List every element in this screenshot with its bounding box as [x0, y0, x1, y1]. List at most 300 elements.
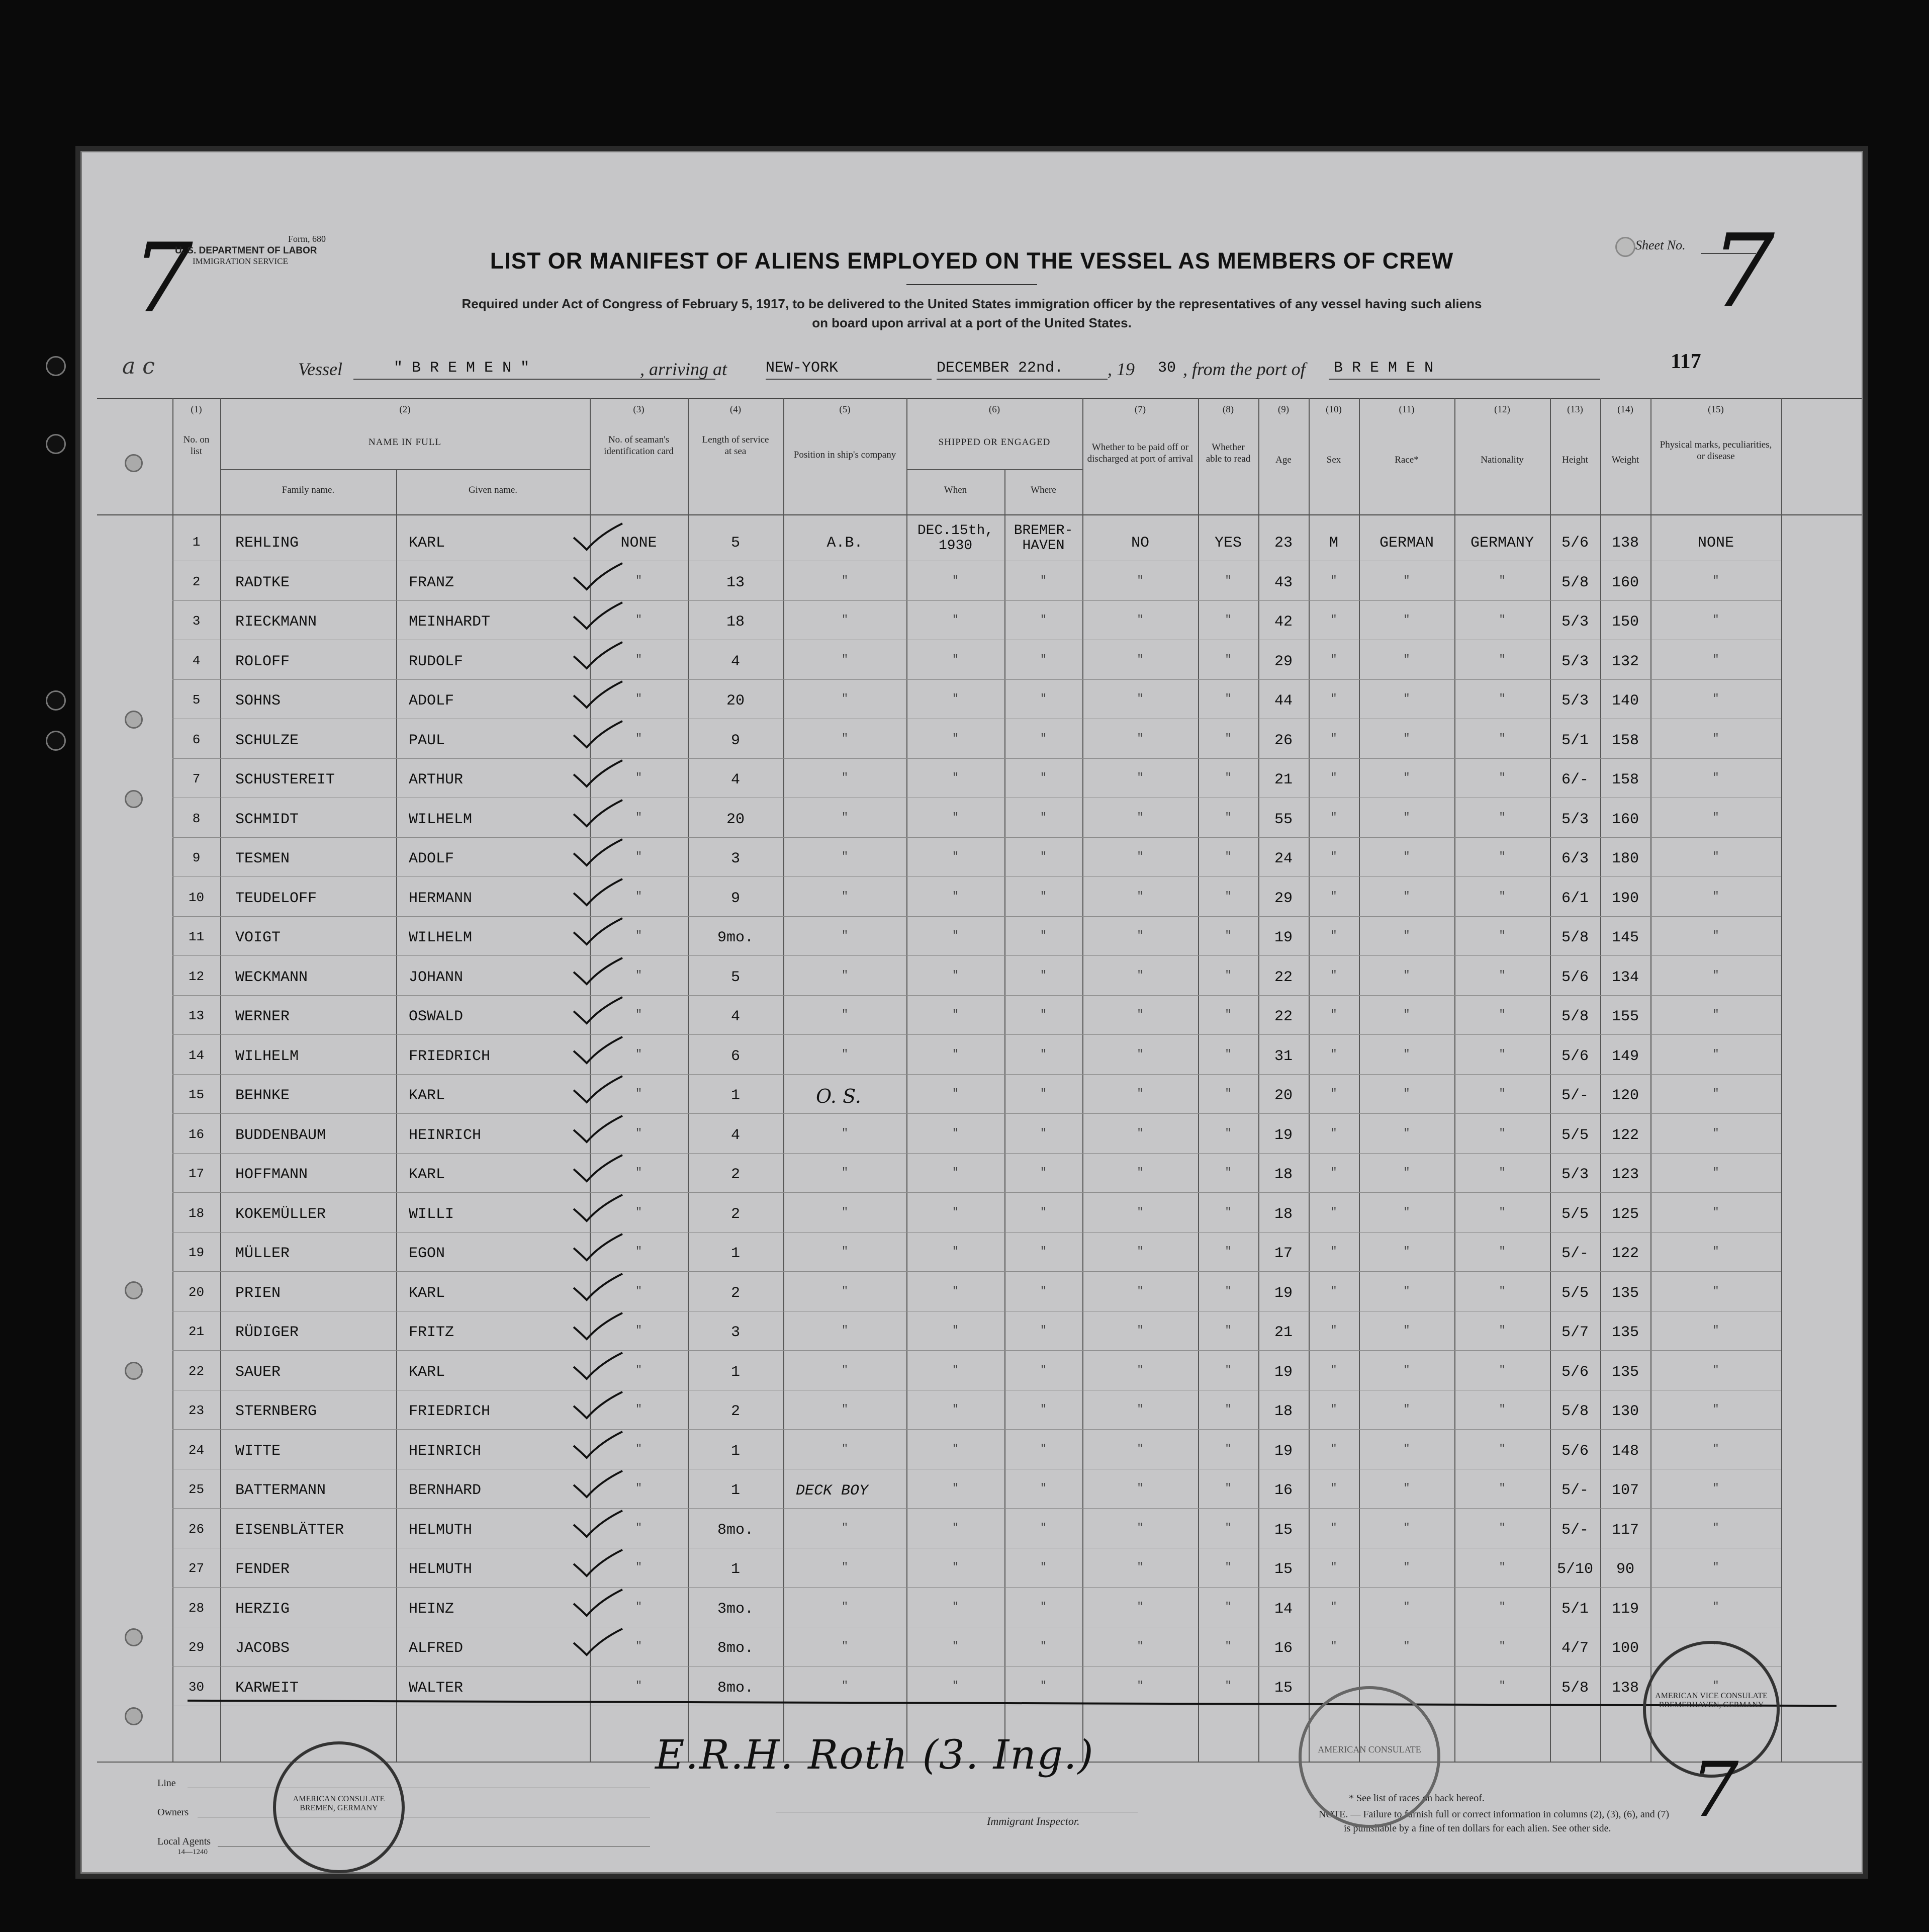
ditto-mark: "	[1040, 1127, 1047, 1139]
ditto-mark: "	[1712, 653, 1719, 666]
weight: 119	[1611, 1601, 1639, 1618]
weight: 145	[1611, 929, 1639, 946]
ditto-mark: "	[952, 929, 959, 942]
col-divider	[1550, 398, 1551, 1762]
ditto-mark: "	[1499, 1680, 1506, 1692]
given-name: FRANZ	[409, 574, 454, 591]
ditto-mark: "	[1137, 1403, 1144, 1416]
ditto-mark: "	[1137, 1364, 1144, 1376]
punch-ring	[125, 1707, 143, 1725]
age: 17	[1274, 1245, 1293, 1262]
shipped-subheader-rule	[906, 469, 1082, 470]
family-name: KARWEIT	[235, 1680, 299, 1697]
ditto-mark: "	[1403, 969, 1410, 982]
ditto-mark: "	[841, 613, 849, 626]
physical-value: NONE	[1697, 535, 1734, 552]
manifest-sheet	[80, 151, 1863, 1874]
ditto-mark: "	[1712, 850, 1719, 863]
vessel-label: Vessel	[298, 359, 342, 379]
col-divider	[1082, 398, 1083, 1762]
ditto-mark: "	[1137, 850, 1144, 863]
given-name: KARL	[409, 1285, 445, 1302]
given-name: JOHANN	[409, 969, 464, 986]
ditto-mark: "	[841, 1245, 849, 1258]
col-title-sex: Sex	[1326, 455, 1341, 465]
ditto-mark: "	[635, 1403, 642, 1416]
col-title-shipped: SHIPPED OR ENGAGED	[938, 437, 1051, 448]
height: 5/3	[1561, 811, 1589, 828]
col-num-12: (12)	[1494, 404, 1510, 415]
from-port: B R E M E N	[1334, 360, 1434, 377]
col-divider	[1600, 398, 1601, 1762]
ditto-mark: "	[1712, 1048, 1719, 1061]
col-num-10: (10)	[1326, 404, 1342, 415]
age: 19	[1274, 1443, 1293, 1460]
row-rule	[172, 600, 1781, 601]
check-mark	[570, 914, 625, 949]
weight: 125	[1611, 1206, 1639, 1223]
inspector-label: Immigrant Inspector.	[987, 1815, 1080, 1827]
ditto-mark: "	[1499, 574, 1506, 587]
ditto-mark: "	[1225, 574, 1232, 587]
service-length: 13	[726, 574, 745, 591]
ditto-mark: "	[1499, 1522, 1506, 1534]
family-name: EISENBLÄTTER	[235, 1522, 344, 1539]
ditto-mark: "	[1403, 929, 1410, 942]
sheet-label: Sheet No.	[1635, 238, 1686, 252]
owners-label: Owners	[157, 1807, 189, 1818]
check-mark	[570, 1230, 625, 1265]
service-length: 1	[730, 1561, 740, 1578]
col-divider	[172, 398, 173, 1762]
check-mark	[570, 875, 625, 910]
consulate-stamp-faint: AMERICAN CONSULATE	[1299, 1686, 1440, 1828]
weight: 138	[1611, 1680, 1639, 1697]
ditto-mark: "	[841, 890, 849, 903]
ditto-mark: "	[1040, 653, 1047, 666]
ditto-mark: "	[1712, 1561, 1719, 1573]
col-title-nationality: Nationality	[1481, 455, 1524, 465]
age: 19	[1274, 1285, 1293, 1302]
height: 5/3	[1561, 653, 1589, 670]
ditto-mark: "	[952, 1048, 959, 1061]
weight: 122	[1611, 1245, 1639, 1262]
ditto-mark: "	[1499, 1640, 1506, 1652]
punch-ring	[125, 1362, 143, 1380]
ditto-mark: "	[952, 1443, 959, 1455]
ditto-mark: "	[1330, 1245, 1337, 1258]
family-name: RIECKMANN	[235, 613, 317, 631]
family-name: SOHNS	[235, 692, 281, 710]
consulate-stamp-bremen: AMERICAN CONSULATE BREMEN, GERMANY	[273, 1741, 405, 1873]
ditto-mark: "	[1712, 811, 1719, 824]
given-name: HELMUTH	[409, 1561, 473, 1578]
ditto-mark: "	[841, 929, 849, 942]
age: 21	[1274, 771, 1293, 788]
ditto-mark: "	[1040, 1285, 1047, 1297]
row-number: 20	[188, 1285, 205, 1300]
service-length: 6	[730, 1048, 740, 1065]
service-length: 4	[730, 653, 740, 670]
ditto-mark: "	[635, 811, 642, 824]
form-code: 14—1240	[177, 1848, 208, 1856]
col-num-4: (4)	[729, 404, 742, 415]
ditto-mark: "	[1225, 1640, 1232, 1652]
ditto-mark: "	[1330, 1127, 1337, 1139]
ditto-mark: "	[1137, 1285, 1144, 1297]
form-number: Form, 680	[288, 234, 326, 244]
family-name: JACOBS	[235, 1640, 290, 1657]
weight: 134	[1611, 969, 1639, 986]
col-divider	[1454, 398, 1455, 1762]
ditto-mark: "	[1330, 1601, 1337, 1613]
ditto-mark: "	[1403, 850, 1410, 863]
ditto-mark: "	[1712, 1403, 1719, 1416]
idcard-value: NONE	[620, 535, 657, 552]
age: 14	[1274, 1601, 1293, 1618]
col-divider	[1650, 398, 1651, 1762]
height: 5/1	[1561, 732, 1589, 749]
ditto-mark: "	[1403, 811, 1410, 824]
given-name: WILHELM	[409, 811, 473, 828]
row-rule	[172, 1192, 1781, 1193]
ditto-mark: "	[1499, 1601, 1506, 1613]
height: 6/-	[1561, 771, 1589, 788]
check-mark	[570, 638, 625, 673]
col-divider	[783, 398, 784, 1762]
ditto-mark: "	[1712, 1285, 1719, 1297]
ditto-mark: "	[1403, 1482, 1410, 1495]
year-prefix: , 19	[1108, 359, 1135, 379]
ditto-mark: "	[1403, 1285, 1410, 1297]
family-name: PRIEN	[235, 1285, 281, 1302]
ditto-mark: "	[1225, 732, 1232, 745]
service-label: IMMIGRATION SERVICE	[193, 256, 288, 266]
row-number: 22	[188, 1364, 205, 1379]
punch-ring	[125, 790, 143, 808]
ditto-mark: "	[841, 692, 849, 705]
punch-ring	[125, 711, 143, 729]
family-name: WITTE	[235, 1443, 281, 1460]
ditto-mark: "	[1137, 1206, 1144, 1218]
given-name: WALTER	[409, 1680, 464, 1697]
family-name: ROLOFF	[235, 653, 290, 670]
weight: 135	[1611, 1324, 1639, 1341]
ditto-mark: "	[1403, 1561, 1410, 1573]
ditto-mark: "	[841, 1166, 849, 1179]
ditto-mark: "	[1040, 1364, 1047, 1376]
ditto-mark: "	[841, 1048, 849, 1061]
ditto-mark: "	[1403, 1245, 1410, 1258]
weight: 190	[1611, 890, 1639, 907]
ditto-mark: "	[635, 1561, 642, 1573]
row-number: 7	[192, 771, 201, 786]
weight: 120	[1611, 1087, 1639, 1104]
family-name: SCHULZE	[235, 732, 299, 749]
ditto-mark: "	[1330, 1403, 1337, 1416]
ditto-mark: "	[1040, 1482, 1047, 1495]
ditto-mark: "	[1499, 929, 1506, 942]
row-number: 15	[188, 1087, 205, 1102]
ditto-mark: "	[1499, 1482, 1506, 1495]
ditto-mark: "	[1225, 653, 1232, 666]
check-mark	[570, 1349, 625, 1384]
weight: 138	[1611, 535, 1639, 552]
col-title-position: Position in ship's company	[793, 450, 896, 460]
ditto-mark: "	[841, 574, 849, 587]
ditto-mark: "	[1499, 1364, 1506, 1376]
check-mark	[570, 1151, 625, 1186]
ditto-mark: "	[1712, 969, 1719, 982]
weight: 135	[1611, 1364, 1639, 1381]
col-title-height: Height	[1562, 455, 1588, 465]
ditto-mark: "	[1330, 653, 1337, 666]
ditto-mark: "	[952, 653, 959, 666]
age: 21	[1274, 1324, 1293, 1341]
given-name: HEINRICH	[409, 1127, 482, 1144]
ditto-mark: "	[1040, 929, 1047, 942]
ditto-mark: "	[841, 653, 849, 666]
fine-note-2: is punishable by a fine of ten dollars for each alien. See other side.	[1344, 1823, 1611, 1834]
height: 5/6	[1561, 535, 1589, 552]
ditto-mark: "	[952, 1364, 959, 1376]
ditto-mark: "	[1137, 811, 1144, 824]
height: 5/6	[1561, 1443, 1589, 1460]
given-name: WILHELM	[409, 929, 473, 946]
ditto-mark: "	[1712, 1324, 1719, 1337]
scribble-mark: a c	[122, 354, 155, 379]
ditto-mark: "	[1330, 929, 1337, 942]
ditto-mark: "	[1330, 1561, 1337, 1573]
ditto-mark: "	[1225, 1048, 1232, 1061]
row-number: 4	[192, 653, 201, 668]
given-name: HEINZ	[409, 1601, 454, 1618]
service-length: 20	[726, 692, 745, 710]
col-divider	[906, 398, 907, 1762]
family-name: FENDER	[235, 1561, 290, 1578]
row-number: 27	[188, 1561, 205, 1576]
age: 23	[1274, 535, 1293, 552]
ditto-mark: "	[1330, 1008, 1337, 1021]
binder-hole	[46, 356, 66, 376]
handwritten-position-deckboy: DECK BOY	[796, 1482, 869, 1500]
ditto-mark: "	[1137, 1640, 1144, 1652]
row-rule	[172, 758, 1781, 759]
shipped-where: BREMER- HAVEN	[1014, 523, 1073, 554]
ditto-mark: "	[1499, 1443, 1506, 1455]
service-length: 3	[730, 850, 740, 867]
col-title-no: No. on list	[183, 434, 210, 457]
col-divider	[1781, 398, 1782, 1762]
ditto-mark: "	[1225, 1166, 1232, 1179]
ditto-mark: "	[1712, 1640, 1719, 1652]
ditto-mark: "	[841, 1561, 849, 1573]
ditto-mark: "	[635, 574, 642, 587]
ditto-mark: "	[1137, 929, 1144, 942]
family-name: KOKEMÜLLER	[235, 1206, 326, 1223]
col-divider	[220, 398, 221, 1762]
ditto-mark: "	[1499, 732, 1506, 745]
given-name: ALFRED	[409, 1640, 464, 1657]
ditto-mark: "	[1225, 969, 1232, 982]
service-length: 2	[730, 1285, 740, 1302]
binder-hole	[46, 690, 66, 711]
line-label: Line	[157, 1778, 176, 1789]
ditto-mark: "	[841, 732, 849, 745]
ditto-mark: "	[1040, 1561, 1047, 1573]
ditto-mark: "	[952, 1285, 959, 1297]
family-name: MÜLLER	[235, 1245, 290, 1262]
ditto-mark: "	[1137, 692, 1144, 705]
ditto-mark: "	[952, 1522, 959, 1534]
given-name: HEINRICH	[409, 1443, 482, 1460]
ditto-mark: "	[1137, 1048, 1144, 1061]
row-rule	[172, 1271, 1781, 1272]
ditto-mark: "	[1499, 613, 1506, 626]
ditto-mark: "	[1403, 1048, 1410, 1061]
age: 55	[1274, 811, 1293, 828]
col-title-weight: Weight	[1611, 455, 1639, 465]
given-name: HELMUTH	[409, 1522, 473, 1539]
ditto-mark: "	[1225, 1245, 1232, 1258]
ditto-mark: "	[841, 1285, 849, 1297]
vice-consulate-stamp: AMERICAN VICE CONSULATE BREMERHAVEN, GERMANY	[1643, 1641, 1780, 1778]
ditto-mark: "	[1712, 1127, 1719, 1139]
ditto-mark: "	[1225, 771, 1232, 784]
weight: 130	[1611, 1403, 1639, 1420]
col-num-13: (13)	[1567, 404, 1583, 415]
given-name: HERMANN	[409, 890, 473, 907]
row-rule	[172, 1232, 1781, 1233]
check-mark	[570, 1467, 625, 1502]
service-length: 18	[726, 613, 745, 631]
ditto-mark: "	[952, 969, 959, 982]
ditto-mark: "	[952, 1324, 959, 1337]
ditto-mark: "	[1330, 1522, 1337, 1534]
ditto-mark: "	[841, 811, 849, 824]
weight: 150	[1611, 613, 1639, 631]
agents-rule	[218, 1846, 650, 1847]
ditto-mark: "	[1712, 1166, 1719, 1179]
ditto-mark: "	[1040, 1048, 1047, 1061]
row-number: 13	[188, 1008, 205, 1023]
check-mark	[570, 835, 625, 870]
ditto-mark: "	[1712, 1601, 1719, 1613]
family-name: REHLING	[235, 535, 299, 552]
ditto-mark: "	[635, 1640, 642, 1652]
ditto-mark: "	[1040, 811, 1047, 824]
ditto-mark: "	[635, 1245, 642, 1258]
row-number: 10	[188, 890, 205, 905]
check-mark	[570, 559, 625, 594]
col-title-where: Where	[1031, 485, 1056, 495]
ditto-mark: "	[952, 613, 959, 626]
ditto-mark: "	[1040, 969, 1047, 982]
ditto-mark: "	[1712, 1245, 1719, 1258]
col-num-2: (2)	[399, 404, 411, 415]
given-name: ARTHUR	[409, 771, 464, 788]
port-rule	[766, 379, 932, 380]
given-name: KARL	[409, 1364, 445, 1381]
service-length: 1	[730, 1364, 740, 1381]
given-name: KARL	[409, 1166, 445, 1183]
service-length: 9	[730, 732, 740, 749]
ditto-mark: "	[635, 1285, 642, 1297]
bottom-hand-mark: 7	[1691, 1746, 1739, 1834]
check-mark	[570, 954, 625, 989]
ditto-mark: "	[1403, 1087, 1410, 1100]
ditto-mark: "	[1330, 574, 1337, 587]
row-number: 12	[188, 969, 205, 984]
col-divider	[1198, 398, 1199, 1762]
ditto-mark: "	[1403, 1403, 1410, 1416]
col-divider	[1258, 398, 1259, 1762]
ditto-mark: "	[1499, 1324, 1506, 1337]
ditto-mark: "	[1330, 732, 1337, 745]
age: 31	[1274, 1048, 1293, 1065]
ditto-mark: "	[952, 1680, 959, 1692]
col-num-8: (8)	[1222, 404, 1234, 415]
row-rule	[172, 1034, 1781, 1035]
ditto-mark: "	[1040, 574, 1047, 587]
ditto-mark: "	[1040, 1522, 1047, 1534]
age: 22	[1274, 1008, 1293, 1025]
ditto-mark: "	[1225, 1206, 1232, 1218]
ditto-mark: "	[1137, 771, 1144, 784]
weight: 117	[1611, 1522, 1639, 1539]
family-name: VOIGT	[235, 929, 281, 946]
ditto-mark: "	[1137, 613, 1144, 626]
row-rule	[172, 995, 1781, 996]
from-label: , from the port of	[1183, 359, 1306, 379]
ditto-mark: "	[1403, 692, 1410, 705]
ditto-mark: "	[1499, 1087, 1506, 1100]
col-title-given: Given name.	[468, 485, 518, 495]
given-name: EGON	[409, 1245, 445, 1262]
ditto-mark: "	[952, 574, 959, 587]
ditto-mark: "	[1225, 1561, 1232, 1573]
ditto-mark: "	[1403, 613, 1410, 626]
age: 26	[1274, 732, 1293, 749]
service-length: 1	[730, 1245, 740, 1262]
row-rule	[172, 1350, 1781, 1351]
ditto-mark: "	[1403, 1601, 1410, 1613]
ditto-mark: "	[1330, 890, 1337, 903]
ditto-mark: "	[952, 1127, 959, 1139]
ditto-mark: "	[1137, 969, 1144, 982]
height: 5/8	[1561, 1403, 1589, 1420]
col-title-read: Whether able to read	[1206, 442, 1251, 464]
paidoff-value: NO	[1131, 535, 1149, 552]
ditto-mark: "	[1330, 1482, 1337, 1495]
ditto-mark: "	[1499, 1206, 1506, 1218]
given-name: FRITZ	[409, 1324, 454, 1341]
weight: 155	[1611, 1008, 1639, 1025]
weight: 122	[1611, 1127, 1639, 1144]
name-subheader-rule	[220, 469, 590, 470]
ditto-mark: "	[1040, 1166, 1047, 1179]
shipped-when: DEC.15th, 1930	[917, 523, 994, 554]
ditto-mark: "	[1499, 890, 1506, 903]
check-mark	[570, 1270, 625, 1305]
ditto-mark: "	[1403, 1206, 1410, 1218]
row-rule	[172, 1113, 1781, 1114]
check-mark	[570, 598, 625, 634]
ditto-mark: "	[1712, 1522, 1719, 1534]
family-name: STERNBERG	[235, 1403, 317, 1420]
row-rule	[172, 1429, 1781, 1430]
ditto-mark: "	[1040, 613, 1047, 626]
